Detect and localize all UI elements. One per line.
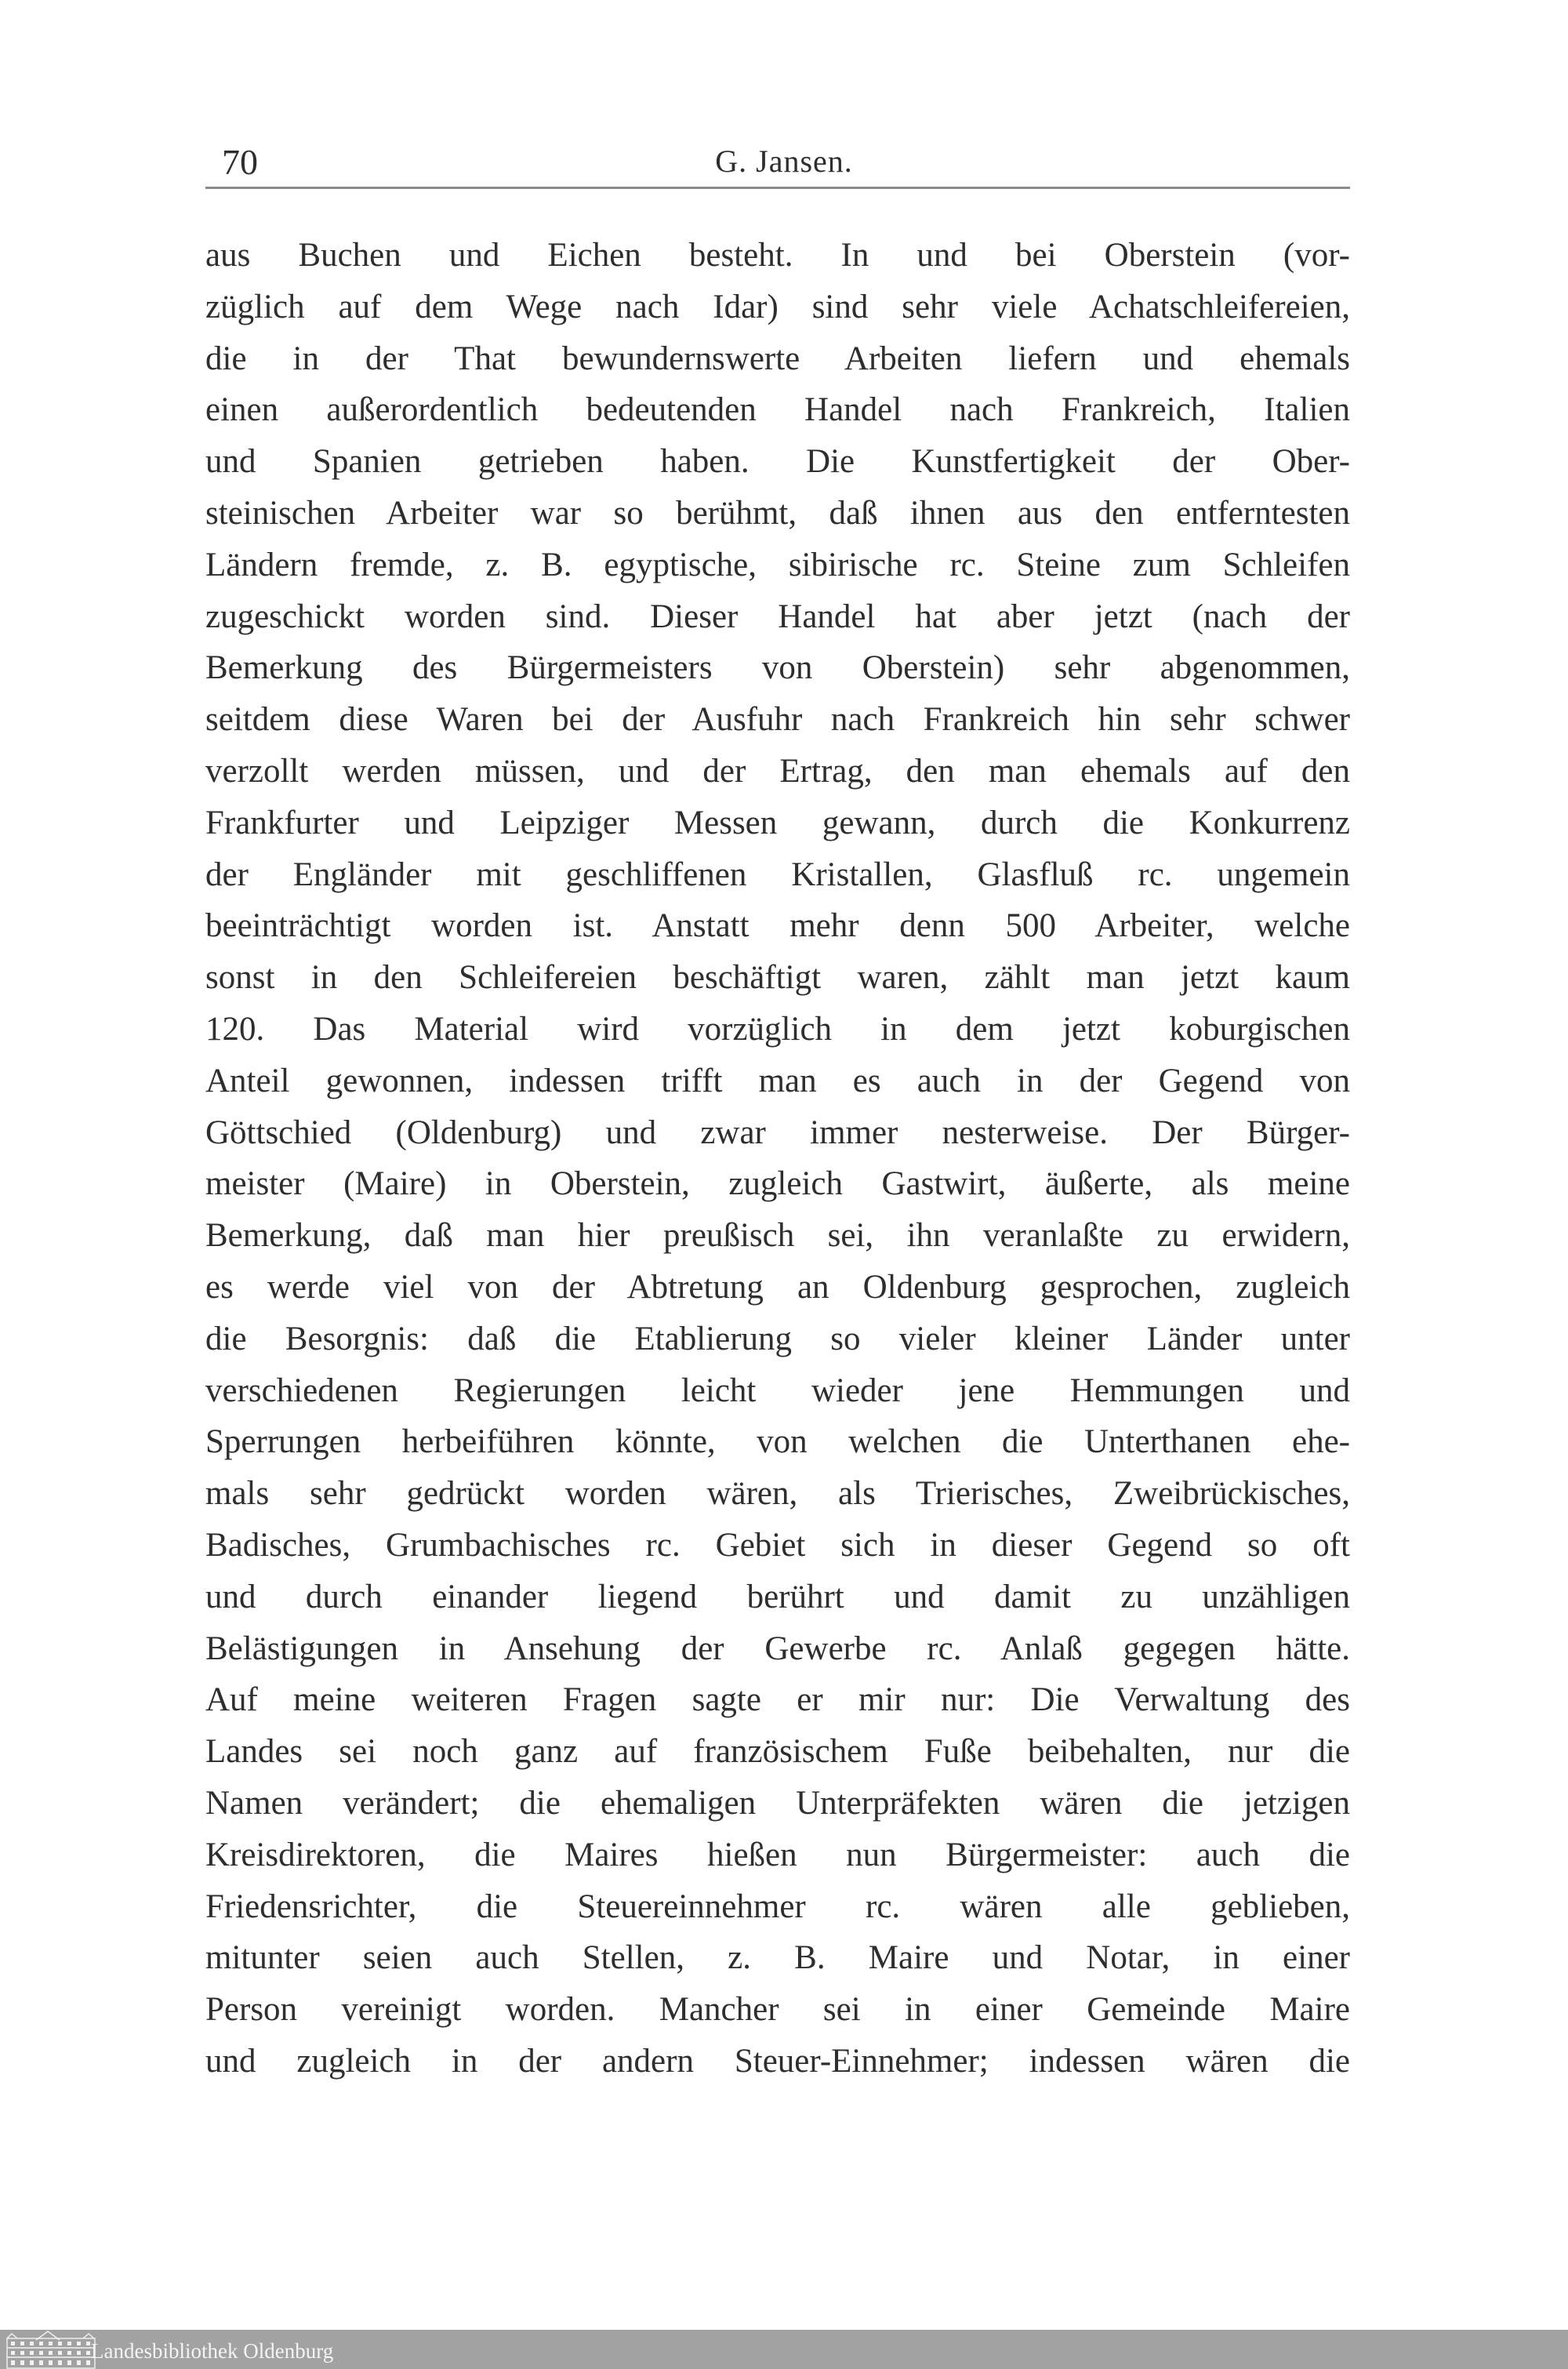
text-line: die in der That bewundernswerte Arbeiten liefern und ehemals bbox=[205, 340, 1350, 377]
text-line: Bemerkung des Bürgermeisters von Oberstein) sehr abgenommen, bbox=[205, 649, 1350, 687]
header-rule bbox=[205, 187, 1350, 189]
text-line: Frankfurter und Leipziger Messen gewann, durch die Konkurrenz bbox=[205, 804, 1350, 841]
text-line: züglich auf dem Wege nach Idar) sind sehr viele Achatschleifereien, bbox=[205, 288, 1350, 325]
text-line: es werde viel von der Abtretung an Oldenburg gesprochen, zugleich bbox=[205, 1268, 1350, 1306]
library-building-icon bbox=[5, 2331, 99, 2369]
text-line: aus Buchen und Eichen besteht. In und bei Oberstein (vor- bbox=[205, 237, 1350, 274]
library-name: Landesbibliothek Oldenburg bbox=[91, 2339, 334, 2363]
text-line: und Spanien getrieben haben. Die Kunstfertigkeit der Ober- bbox=[205, 443, 1350, 481]
text-line: sonst in den Schleifereien beschäftigt waren, zählt man jetzt kaum bbox=[205, 959, 1350, 997]
text-line: Anteil gewonnen, indessen trifft man es auch in der Gegend von bbox=[205, 1062, 1350, 1099]
text-line: Kreisdirektoren, die Maires hießen nun Bürgermeister: auch die bbox=[205, 1836, 1350, 1873]
text-line: Sperrungen herbeiführen könnte, von welchen die Unterthanen ehe- bbox=[205, 1423, 1350, 1461]
text-line: Landes sei noch ganz auf französischem Fuße beibehalten, nur die bbox=[205, 1733, 1350, 1771]
body-text bbox=[205, 230, 1350, 2087]
text-line: Friedensrichter, die Steuereinnehmer rc. wären alle geblieben, bbox=[205, 1888, 1350, 1925]
text-line: Bemerkung, daß man hier preußisch sei, ihn veranlaßte zu erwidern, bbox=[205, 1217, 1350, 1255]
text-line: der Engländer mit geschliffenen Kristallen, Glasfluß rc. ungemein bbox=[205, 856, 1350, 893]
text-line: Person vereinigt worden. Mancher sei in einer Gemeinde Maire bbox=[205, 1991, 1350, 2029]
text-line: und durch einander liegend berührt und damit zu unzähligen bbox=[205, 1578, 1350, 1615]
text-line: mals sehr gedrückt worden wären, als Trierisches, Zweibrückisches, bbox=[205, 1475, 1350, 1513]
text-line: Göttschied (Oldenburg) und zwar immer nesterweise. Der Bürger- bbox=[205, 1114, 1350, 1151]
text-line: beeinträchtigt worden ist. Anstatt mehr denn 500 Arbeiter, welche bbox=[205, 907, 1350, 945]
text-line: 120. Das Material wird vorzüglich in dem jetzt koburgischen bbox=[205, 1010, 1350, 1048]
text-line: die Besorgnis: daß die Etablierung so vieler kleiner Länder unter bbox=[205, 1320, 1350, 1357]
text-line: seitdem diese Waren bei der Ausfuhr nach Frankreich hin sehr schwer bbox=[205, 701, 1350, 739]
text-line: steinischen Arbeiter war so berühmt, daß ihnen aus den entferntesten bbox=[205, 494, 1350, 532]
text-line: mitunter seien auch Stellen, z. B. Maire und Notar, in einer bbox=[205, 1939, 1350, 1977]
text-line: Badisches, Grumbachisches rc. Gebiet sich in dieser Gegend so oft bbox=[205, 1526, 1350, 1564]
text-line: Namen verändert; die ehemaligen Unterpräfekten wären die jetzigen bbox=[205, 1784, 1350, 1822]
text-line: und zugleich in der andern Steuer-Einnehmer; indessen wären die bbox=[205, 2042, 1350, 2080]
text-line: verschiedenen Regierungen leicht wieder jene Hemmungen und bbox=[205, 1372, 1350, 1409]
page-number: 70 bbox=[222, 142, 258, 182]
text-line: einen außerordentlich bedeutenden Handel nach Frankreich, Italien bbox=[205, 391, 1350, 429]
text-line: zugeschickt worden sind. Dieser Handel hat aber jetzt (nach der bbox=[205, 598, 1350, 635]
text-line: Belästigungen in Ansehung der Gewerbe rc. Anlaß gegegen hätte. bbox=[205, 1630, 1350, 1667]
text-line: meister (Maire) in Oberstein, zugleich Gastwirt, äußerte, als meine bbox=[205, 1165, 1350, 1203]
text-line: Auf meine weiteren Fragen sagte er mir nur: Die Verwaltung des bbox=[205, 1681, 1350, 1719]
text-line: verzollt werden müssen, und der Ertrag, den man ehemals auf den bbox=[205, 752, 1350, 790]
text-line: Ländern fremde, z. B. egyptische, sibirische rc. Steine zum Schleifen bbox=[205, 546, 1350, 583]
running-head: G. Jansen. bbox=[715, 144, 853, 179]
